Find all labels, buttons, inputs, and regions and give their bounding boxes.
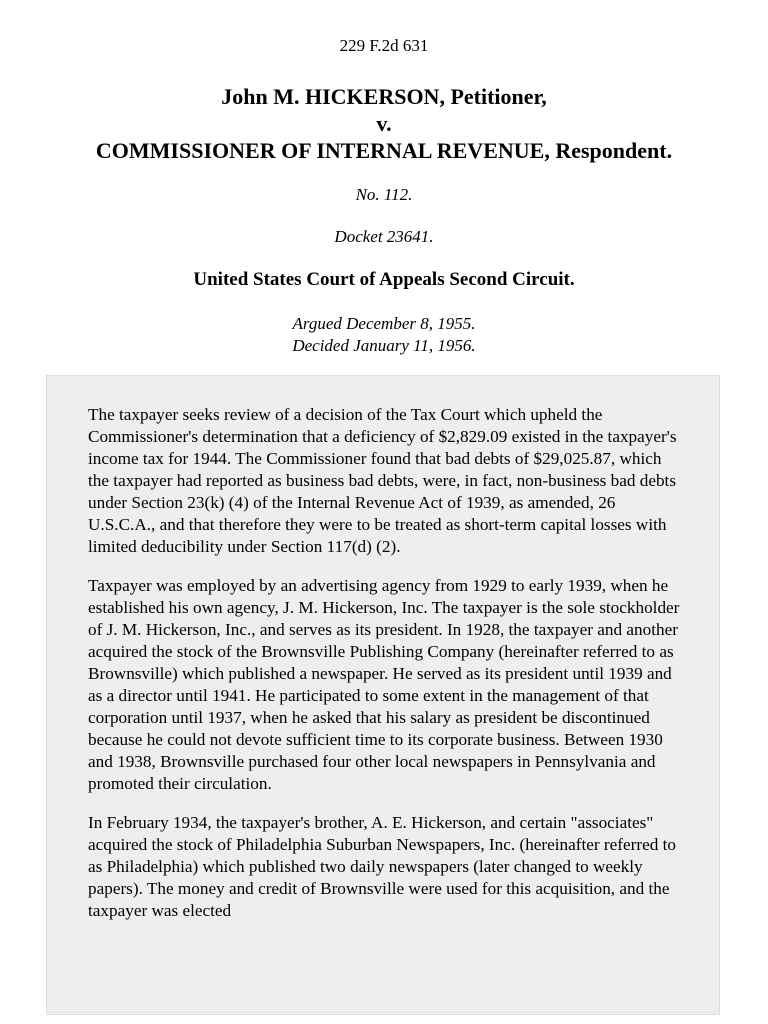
argued-date: Argued December 8, 1955. (292, 314, 476, 333)
case-number: No. 112. (355, 185, 413, 204)
case-citation: 229 F.2d 631 (339, 36, 429, 55)
respondent-line: COMMISSIONER OF INTERNAL REVENUE, Respondent. (95, 138, 673, 163)
petitioner-line: John M. HICKERSON, Petitioner, (221, 84, 547, 109)
case-caption (0, 83, 768, 164)
opinion-paragraph: The taxpayer seeks review of a decision of the Tax Court which upheld the Commissioner's determination that a deficiency of $2,829.09 existed in the taxpayer's income tax for 1944. The Commissioner found that bad debts of $29,025.87, which the taxpayer had reported as business bad debts, were, in fact, non-business bad debts under Section 23(k) (4) of the Internal Revenue Act of 1939, as amended, 26 U.S.C.A., and that therefore they were to be treated as short-term capital losses with limited deducibility under Section 117(d) (2). (88, 405, 677, 556)
opinion-body (46, 375, 720, 1015)
docket-number: Docket 23641. (334, 227, 434, 246)
versus-line: v. (376, 111, 392, 136)
court-name: United States Court of Appeals Second Circuit. (193, 269, 575, 290)
opinion-paragraph: In February 1934, the taxpayer's brother, A. E. Hickerson, and certain "associates" acquired the stock of Philadelphia Suburban Newspapers, Inc. (hereinafter referred to as Philadelphia) which published two daily newspapers (later changed to weekly papers). The money and credit of Brownsville were used for this acquisition, and the taxpayer was elected (88, 813, 676, 920)
decided-date: Decided January 11, 1956. (292, 336, 476, 355)
opinion-paragraph: Taxpayer was employed by an advertising agency from 1929 to early 1939, when he established his own agency, J. M. Hickerson, Inc. The taxpayer is the sole stockholder of J. M. Hickerson, Inc., and serves as its president. In 1928, the taxpayer and another acquired the stock of the Brownsville Publishing Company (hereinafter referred to as Brownsville) which published a newspaper. He served as its president until 1939 and as a director until 1941. He participated to some extent in the management of that corporation until 1937, when he asked that his salary as president be discontinued because he could not devote sufficient time to its corporate business. Between 1930 and 1938, Brownsville purchased four other local newspapers in Pennsylvania and promoted their circulation. (88, 576, 680, 793)
case-dates (0, 313, 768, 357)
